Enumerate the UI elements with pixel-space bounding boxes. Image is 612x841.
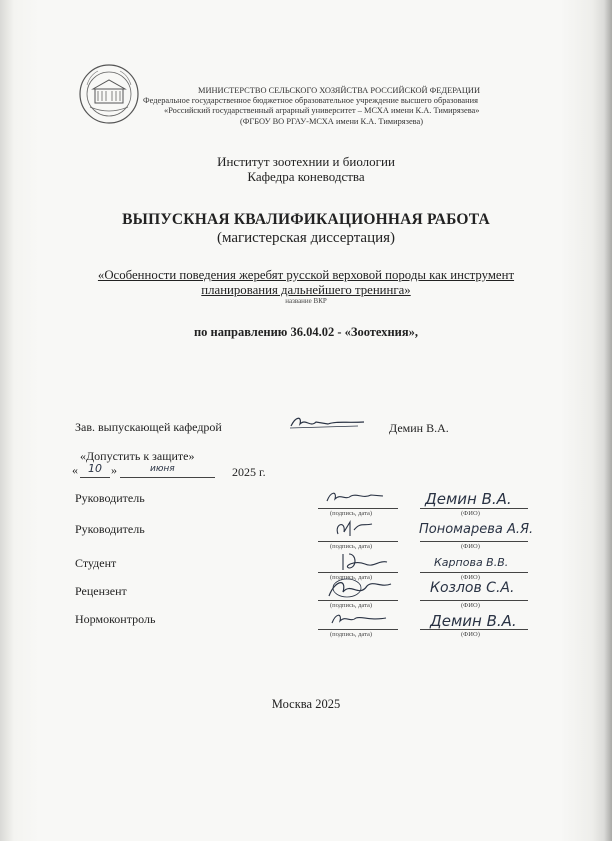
admit-month: июня	[150, 464, 175, 474]
head-of-department-label: Зав. выпускающей кафедрой	[75, 420, 222, 434]
head-name: Демин В.А.	[389, 421, 449, 435]
admit-year: 2025 г.	[232, 465, 266, 479]
institution-type-line: Федеральное государственное бюджетное образовательное учреждение высшего образования	[143, 96, 478, 105]
city-year-footer: Москва 2025	[271, 697, 341, 711]
norm-control-sign-line	[318, 629, 398, 630]
thesis-topic-line2: планирования дальнейшего тренинга»	[201, 283, 411, 297]
norm-control-name-line	[420, 629, 528, 630]
student-sign-caption: (подпись, дата)	[330, 574, 373, 581]
supervisor-name-caption: (ФИО)	[461, 510, 480, 517]
co-supervisor-signature-icon	[332, 518, 382, 540]
norm-control-label: Нормоконтроль	[75, 612, 156, 626]
co-supervisor-sign-caption: (подпись, дата)	[330, 543, 373, 550]
student-label: Студент	[75, 556, 117, 570]
page-edge-shadow	[604, 0, 612, 841]
supervisor-sign-caption: (подпись, дата)	[330, 510, 373, 517]
student-name: Карпова В.В.	[434, 556, 509, 569]
norm-control-name: Демин В.А.	[430, 612, 517, 630]
supervisor-signature-icon	[325, 487, 385, 507]
co-supervisor-sign-line	[318, 541, 398, 542]
reviewer-sign-caption: (подпись, дата)	[330, 602, 373, 609]
department-name: Кафедра коневодства	[247, 169, 365, 184]
ministry-line: МИНИСТЕРСТВО СЕЛЬСКОГО ХОЗЯЙСТВА РОССИЙСКОЙ ФЕДЕРАЦИИ	[198, 86, 481, 95]
student-name-caption: (ФИО)	[461, 574, 480, 581]
co-supervisor-name-line	[420, 541, 528, 542]
norm-control-signature-icon	[330, 611, 390, 629]
institute-name: Институт зоотехнии и биологии	[217, 154, 395, 169]
reviewer-name: Козлов С.А.	[430, 580, 515, 596]
head-signature-icon	[288, 414, 368, 432]
co-supervisor-name: Пономарева А.Я.	[419, 522, 534, 537]
university-abbr-line: (ФГБОУ ВО РГАУ-МСХА имени К.А. Тимирязева)	[240, 117, 424, 126]
admit-label: «Допустить к защите»	[80, 449, 195, 463]
student-sign-line	[318, 572, 398, 573]
admit-day: 10	[88, 462, 102, 475]
supervisor-name: Демин В.А.	[425, 490, 512, 508]
reviewer-name-caption: (ФИО)	[461, 602, 480, 609]
reviewer-signature-icon	[325, 576, 395, 602]
topic-caption: название ВКР	[285, 297, 327, 305]
document-subtitle: (магистерская диссертация)	[216, 230, 396, 246]
norm-control-sign-caption: (подпись, дата)	[330, 631, 373, 638]
supervisor-sign-line	[318, 508, 398, 509]
thesis-topic-line1: «Особенности поведения жеребят русской верховой породы как инструмент	[97, 268, 515, 282]
co-supervisor-name-caption: (ФИО)	[461, 543, 480, 550]
student-name-line	[420, 572, 528, 573]
day-underline	[80, 477, 110, 478]
university-name-line: «Российский государственный аграрный университет – МСХА имени К.А. Тимирязева»	[164, 106, 480, 115]
supervisor-label: Руководитель	[75, 491, 145, 505]
reviewer-name-line	[420, 600, 528, 601]
co-supervisor-label: Руководитель	[75, 522, 145, 536]
admit-open-quote: «	[72, 463, 78, 477]
reviewer-sign-line	[318, 600, 398, 601]
supervisor-name-line	[420, 508, 528, 509]
norm-control-name-caption: (ФИО)	[461, 631, 480, 638]
admit-close-quote: »	[111, 463, 117, 477]
study-direction: по направлению 36.04.02 - «Зоотехния»,	[193, 325, 419, 339]
university-emblem-icon	[78, 63, 140, 125]
month-underline	[120, 477, 215, 478]
student-signature-icon	[335, 550, 390, 574]
document-title: ВЫПУСКНАЯ КВАЛИФИКАЦИОННАЯ РАБОТА	[122, 211, 490, 228]
reviewer-label: Рецензент	[75, 584, 127, 598]
